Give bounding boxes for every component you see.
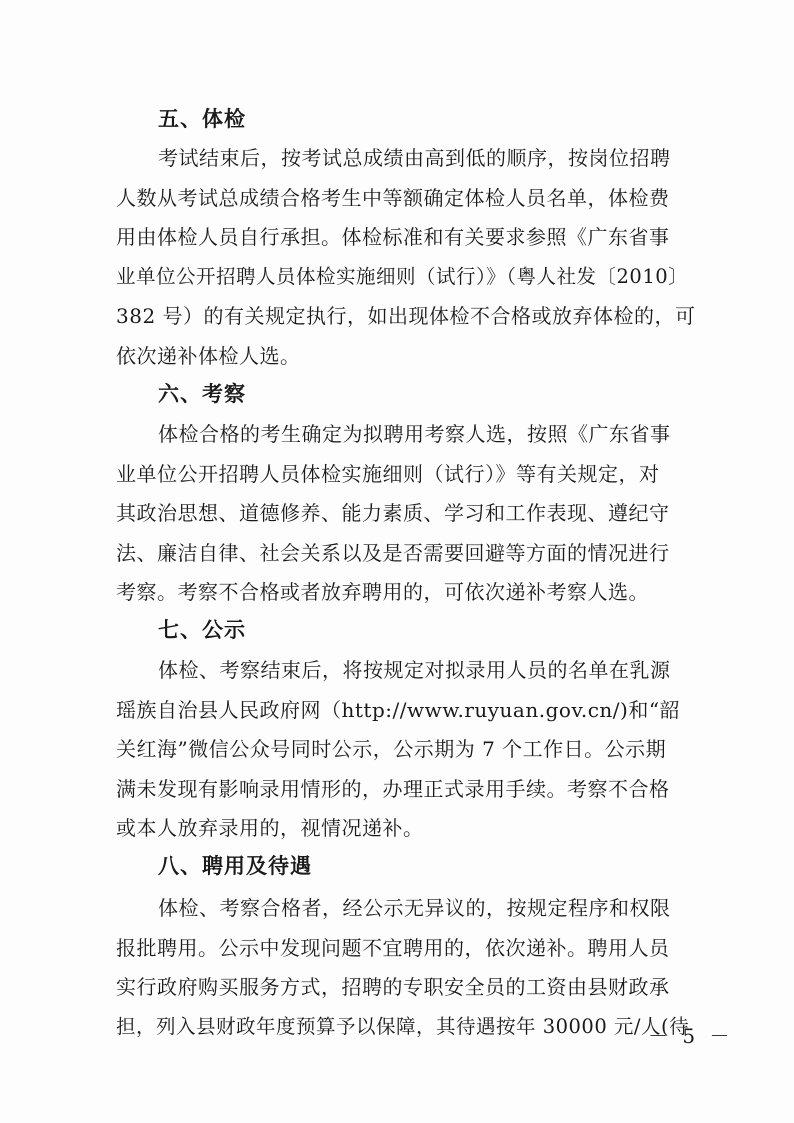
paragraph-line: 用由体检人员自行承担。体检标准和有关要求参照《广东省事 [116,225,670,249]
paragraph-line: 考试结束后，按考试总成绩由高到低的顺序，按岗位招聘 [158,146,671,170]
paragraph-line: 业单位公开招聘人员体检实施细则（试行）》等有关规定，对 [116,462,660,486]
paragraph-line: 法、廉洁自律、社会关系以及是否需要回避等方面的情况进行 [116,541,670,565]
paragraph-line: 瑶族自治县人民政府网（http://www.ruyuan.gov.cn/)和“韶 [116,698,681,722]
section-heading-announcement: 七、公示 [158,618,246,642]
paragraph-line: 满未发现有影响录用情形的，办理正式录用手续。考察不合格 [116,777,670,801]
paragraph-line: 体检合格的考生确定为拟聘用考察人选，按照《广东省事 [158,422,671,446]
section-heading-employment-benefits: 八、聘用及待遇 [158,854,312,878]
section-heading-physical-exam: 五、体检 [158,107,246,131]
paragraph-line: 报批聘用。公示中发现问题不宜聘用的，依次递补。聘用人员 [116,936,670,960]
paragraph-line: 实行政府购买服务方式，招聘的专职安全员的工资由县财政承 [116,975,670,999]
paragraph-line: 或本人放弃录用的，视情况递补。 [116,816,424,840]
paragraph-line: 担，列入县财政年度预算予以保障，其待遇按年 30000 元/人(待 [116,1015,690,1038]
paragraph-line: 382 号）的有关规定执行，如出现体检不合格或放弃体检的，可 [116,304,696,328]
paragraph-line: 业单位公开招聘人员体检实施细则（试行）》（粤人社发〔2010〕 [116,265,689,288]
paragraph-line: 体检、考察合格者，经公示无异议的，按规定程序和权限 [158,896,671,920]
paragraph-line: 其政治思想、道德修养、能力素质、学习和工作表现、遵纪守 [116,501,670,525]
paragraph-line: 人数从考试总成绩合格考生中等额确定体检人员名单，体检费 [116,186,670,210]
paragraph-line: 考察。考察不合格或者放弃聘用的，可依次递补考察人选。 [116,580,649,604]
paragraph-line: 关红海”微信公众号同时公示，公示期为 7 个工作日。公示期 [116,737,667,761]
section-heading-inspection: 六、考察 [158,382,246,406]
page-number: － 5 － [648,1024,734,1048]
paragraph-line: 体检、考察结束后，将按规定对拟录用人员的名单在乳源 [158,658,671,682]
paragraph-line: 依次递补体检人选。 [116,344,301,368]
